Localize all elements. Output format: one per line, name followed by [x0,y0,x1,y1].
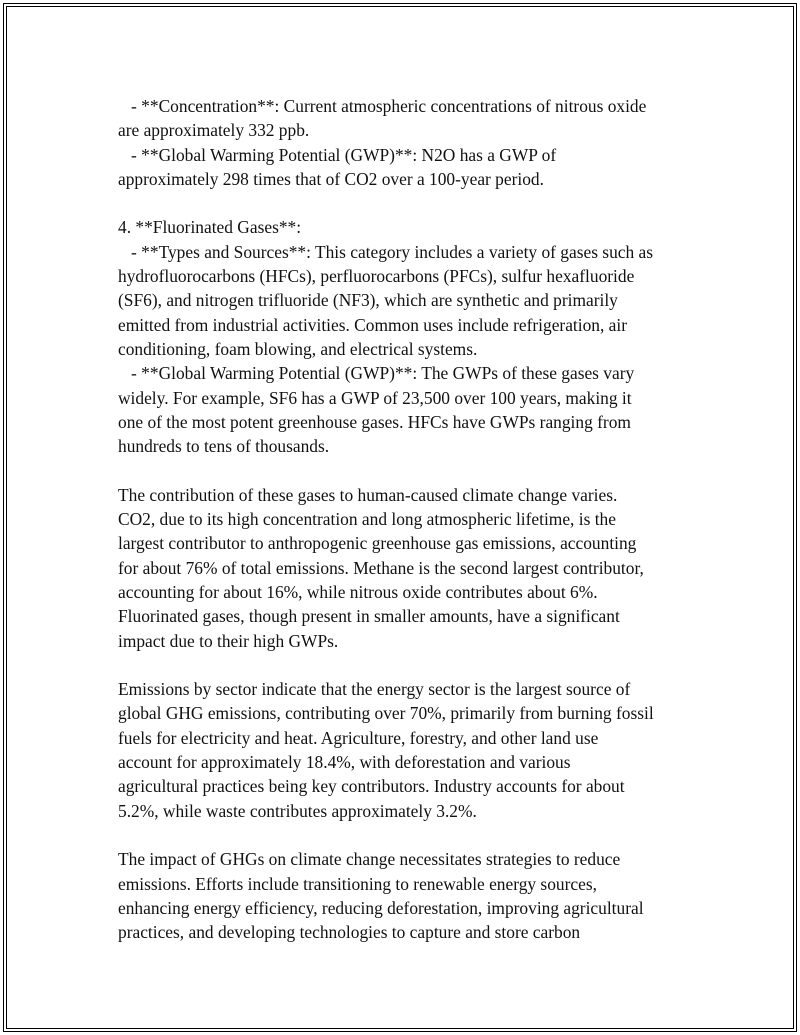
text-line: practices, and developing technologies to capture and store carbon [118,922,581,943]
paragraph-fluorinated-gases [118,215,698,458]
text-line: The contribution of these gases to human-caused climate change varies. [118,484,618,505]
text-line: hydrofluorocarbons (HFCs), perfluorocarbons (PFCs), sulfur hexafluoride [118,266,635,287]
text-line: emissions. Efforts include transitioning to renewable energy sources, [118,873,597,894]
text-line: 4. **Fluorinated Gases**: [118,217,302,238]
paragraph-spacer [118,191,698,215]
document-body [118,94,698,944]
text-line: impact due to their high GWPs. [118,630,339,651]
paragraph-contribution [118,483,698,653]
text-line: The impact of GHGs on climate change necessitates strategies to reduce [118,849,621,870]
text-line: widely. For example, SF6 has a GWP of 23,500 over 100 years, making it [118,387,632,408]
text-line: - **Global Warming Potential (GWP)**: The GWPs of these gases vary [118,363,635,384]
paragraph-impact [118,847,698,944]
text-line: for about 76% of total emissions. Methane is the second largest contributor, [118,557,644,578]
paragraph-spacer [118,458,698,482]
text-line: accounting for about 16%, while nitrous oxide contributes about 6%. [118,581,598,602]
text-line: CO2, due to its high concentration and long atmospheric lifetime, is the [118,509,616,530]
text-line: (SF6), and nitrogen trifluoride (NF3), which are synthetic and primarily [118,290,618,311]
text-line: hundreds to tens of thousands. [118,436,330,457]
text-line: largest contributor to anthropogenic greenhouse gas emissions, accounting [118,533,637,554]
text-line: agricultural practices being key contributors. Industry accounts for about [118,776,625,797]
text-line: fuels for electricity and heat. Agriculture, forestry, and other land use [118,727,599,748]
text-line: - **Concentration**: Current atmospheric concentrations of nitrous oxide [118,96,647,116]
paragraph-spacer [118,823,698,847]
text-line: - **Types and Sources**: This category includes a variety of gases such as [118,241,654,262]
text-line: Fluorinated gases, though present in smaller amounts, have a significant [118,606,620,627]
text-line: emitted from industrial activities. Common uses include refrigeration, air [118,314,628,335]
text-line: account for approximately 18.4%, with deforestation and various [118,752,571,773]
text-line: one of the most potent greenhouse gases. HFCs have GWPs ranging from [118,411,631,432]
text-line: Emissions by sector indicate that the energy sector is the largest source of [118,679,631,700]
text-line: 5.2%, while waste contributes approximately 3.2%. [118,800,477,821]
paragraph-n2o [118,94,698,191]
text-line: enhancing energy efficiency, reducing deforestation, improving agricultural [118,897,644,918]
text-line: - **Global Warming Potential (GWP)**: N2O has a GWP of [118,144,557,165]
text-line: global GHG emissions, contributing over 70%, primarily from burning fossil [118,703,654,724]
paragraph-spacer [118,653,698,677]
text-line: conditioning, foam blowing, and electrical systems. [118,338,478,359]
paragraph-emissions-by-sector [118,677,698,823]
text-line: are approximately 332 ppb. [118,120,310,141]
text-line: approximately 298 times that of CO2 over a 100-year period. [118,168,544,189]
